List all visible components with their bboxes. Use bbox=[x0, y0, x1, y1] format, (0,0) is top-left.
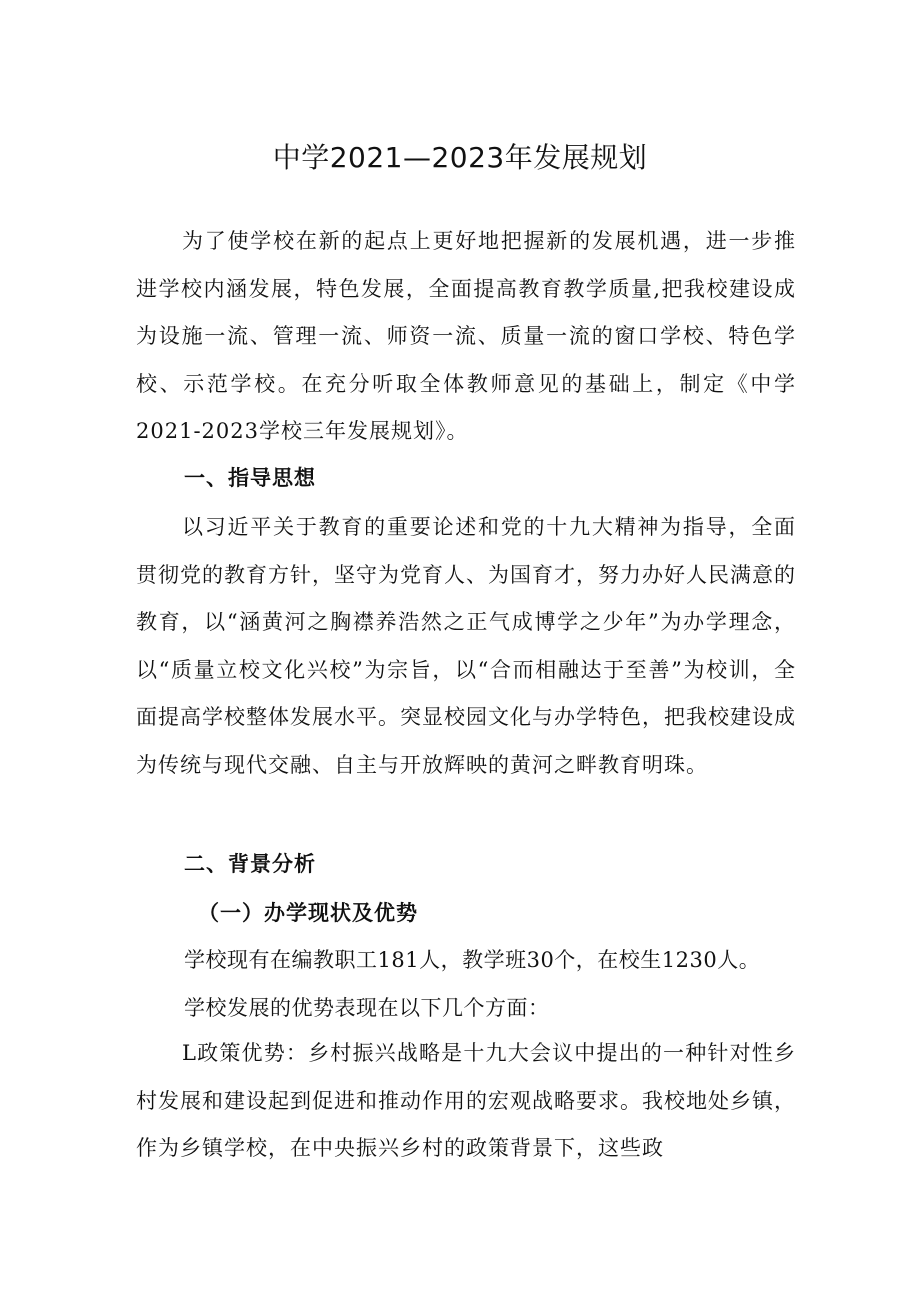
policy-advantage-paragraph: L政策优势：乡村振兴战略是十九大会议中提出的一种针对性乡村发展和建设起到促进和推动作用的宏观战略要求。我校地处乡镇，作为乡镇学校，在中央振兴乡村的政策背景下，这些政 bbox=[136, 1041, 796, 1160]
guiding-ideology-paragraph: 以习近平关于教育的重要论述和党的十九大精神为指导，全面贯彻党的教育方针，坚守为党育人、为国育才，努力办好人民满意的教育，以“涵黄河之胸襟养浩然之正气成博学之少年”为办学理念，以“质量立校文化兴校”为宗旨，以“合而相融达于至善”为校训，全面提高学校整体发展水平。突显校园文化与办学特色，把我校建设成为传统与现代交融、自主与开放辉映的黄河之畔教育明珠。 bbox=[136, 515, 796, 777]
intro-paragraph: 为了使学校在新的起点上更好地把握新的发展机遇，进一步推进学校内涵发展，特色发展，全面提高教育教学质量,把我校建设成为设施一流、管理一流、师资一流、质量一流的窗口学校、特色学校、示范学校。在充分听取全体教师意见的基础上，制定《中学2021-2023学校三年发展规划》。 bbox=[136, 229, 796, 443]
section-heading-background-analysis: 二、背景分析 bbox=[184, 852, 316, 876]
section-heading-guiding-ideology: 一、指导思想 bbox=[184, 466, 316, 490]
staff-statistics-line: 学校现有在编教职工181人，教学班30个，在校生1230人。 bbox=[184, 948, 761, 972]
document-title: 中学2021—2023年发展规划 bbox=[272, 141, 648, 174]
subheading-school-status: （一）办学现状及优势 bbox=[198, 900, 418, 925]
advantages-intro-line: 学校发展的优势表现在以下几个方面： bbox=[184, 996, 550, 1020]
